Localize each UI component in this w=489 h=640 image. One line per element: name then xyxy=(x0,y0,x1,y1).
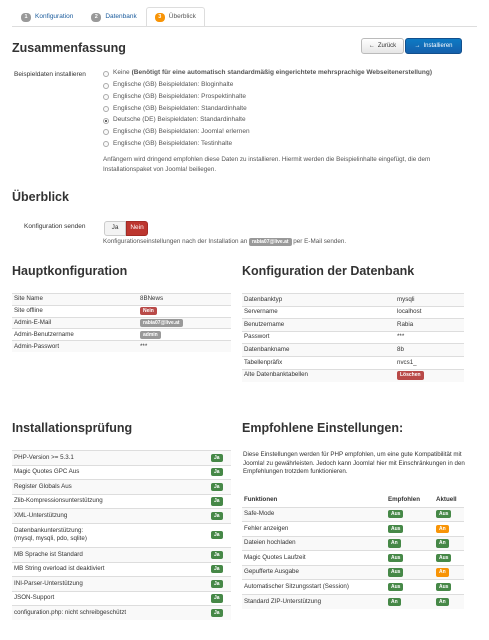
value-badge: Nein xyxy=(140,307,157,315)
sample-data-option[interactable] xyxy=(103,103,463,115)
current-badge: An xyxy=(436,598,449,606)
check-row xyxy=(12,465,231,480)
option-label: Deutsche (DE) Beispieldaten: Standardinhalte xyxy=(113,116,246,124)
status-badge: Ja xyxy=(211,580,223,588)
current-badge: An xyxy=(436,539,449,547)
check-label-cell xyxy=(12,465,209,480)
tab-divider xyxy=(12,26,477,27)
table-row xyxy=(242,294,464,307)
option-note: (Benötigt für eine automatisch standardmäßig eingerichtete mehrsprachige Webseitenerstellung) xyxy=(131,69,433,77)
radio-button[interactable] xyxy=(103,106,109,112)
recommended-cell xyxy=(386,536,434,551)
row-value: *** xyxy=(140,342,148,350)
radio-button[interactable] xyxy=(103,129,109,135)
note-text: Konfigurationseinstellungen nach der Installation an xyxy=(103,238,248,245)
sample-data-option[interactable] xyxy=(103,91,463,103)
table-row xyxy=(242,306,464,319)
table-row xyxy=(12,305,231,317)
check-sublabel: (mysql, mysqli, pdo, sqlite) xyxy=(14,535,87,543)
check-value-cell xyxy=(209,577,231,592)
status-badge: Ja xyxy=(211,551,223,559)
table-row xyxy=(242,369,464,382)
check-value-cell xyxy=(209,562,231,577)
current-badge: Aus xyxy=(436,583,451,591)
setting-row xyxy=(242,551,464,566)
column-header: Aktuell xyxy=(436,496,457,504)
row-value-cell xyxy=(395,294,464,307)
table-row xyxy=(242,331,464,344)
check-label-cell xyxy=(12,591,209,606)
radio-button[interactable] xyxy=(103,118,109,124)
setting-row xyxy=(242,536,464,551)
sample-data-option[interactable] xyxy=(103,126,463,138)
setting-label: Gepufferte Ausgabe xyxy=(242,565,386,580)
row-value-cell xyxy=(138,341,231,353)
back-button[interactable] xyxy=(361,38,404,54)
sample-data-label: Beispieldaten installieren xyxy=(14,71,86,78)
table-row xyxy=(242,319,464,332)
step-number: 2 xyxy=(91,13,101,22)
recommended-title: Empfohlene Einstellungen: xyxy=(242,421,404,435)
send-config-toggle xyxy=(104,221,148,236)
tab-konfiguration[interactable] xyxy=(12,7,82,26)
install-label: Installieren xyxy=(423,42,453,49)
current-cell xyxy=(434,565,464,580)
back-label: Zurück xyxy=(377,42,397,49)
sample-data-option[interactable] xyxy=(103,115,463,127)
row-value: Rabia xyxy=(397,320,414,328)
row-value: 8b xyxy=(397,345,404,353)
summary-title: Zusammenfassung xyxy=(12,41,126,55)
check-row xyxy=(12,494,231,509)
option-label: Englische (GB) Beispieldaten: Joomla! erlernen xyxy=(113,127,250,135)
row-label: Datenbanktyp xyxy=(242,294,395,307)
check-label-cell xyxy=(12,509,209,524)
check-row xyxy=(12,562,231,577)
db-config-table xyxy=(242,293,464,382)
table-row xyxy=(242,356,464,369)
column-header: Empfohlen xyxy=(388,496,420,504)
status-badge: Ja xyxy=(211,609,223,617)
tab-label: Überblick xyxy=(168,12,196,20)
table-row xyxy=(12,294,231,306)
no-button[interactable]: Nein xyxy=(126,221,148,236)
row-label: Passwort xyxy=(242,331,395,344)
arrow-right-icon: → xyxy=(414,42,421,49)
row-label: Admin-E-Mail xyxy=(12,317,138,329)
check-label: XML-Unterstützung xyxy=(14,511,68,519)
status-badge: Ja xyxy=(211,565,223,573)
row-label: Site offline xyxy=(12,305,138,317)
row-label: Benutzername xyxy=(242,319,395,332)
main-config-title: Hauptkonfiguration xyxy=(12,264,128,278)
sample-data-note: Anfängern wird dringend empfohlen diese Daten zu installieren. Hiermit werden die Beispielinhalte eingefügt, die dem Installationspaket von Joomla! beiliegen. xyxy=(103,156,431,173)
option-label: Keine xyxy=(113,69,130,77)
check-label: PHP-Version >= 5.3.1 xyxy=(14,453,74,461)
option-label: Englische (GB) Beispieldaten: Bloginhalte xyxy=(113,81,234,89)
check-label: configuration.php: nicht schreibgeschützt xyxy=(14,609,127,617)
status-badge: Ja xyxy=(211,497,223,505)
tab-label: Konfiguration xyxy=(35,12,74,20)
check-label: Zlib-Kompressionsunterstützung xyxy=(14,497,103,505)
radio-button[interactable] xyxy=(103,94,109,100)
install-check-table xyxy=(12,450,231,620)
check-value-cell xyxy=(209,494,231,509)
check-label: MB String overload ist deaktiviert xyxy=(14,565,105,573)
row-value-cell xyxy=(395,331,464,344)
check-label: Datenbankunterstützung: xyxy=(14,526,84,534)
current-cell xyxy=(434,536,464,551)
setting-row xyxy=(242,565,464,580)
recommended-cell xyxy=(386,580,434,595)
current-cell xyxy=(434,522,464,537)
row-value-cell xyxy=(395,344,464,357)
yes-button[interactable]: Ja xyxy=(104,221,126,236)
status-badge: Ja xyxy=(211,531,223,539)
current-badge: An xyxy=(436,525,449,533)
email-badge: rabia07@live.at xyxy=(249,238,292,246)
recommended-badge: An xyxy=(388,598,401,606)
row-value-cell xyxy=(395,356,464,369)
check-row xyxy=(12,523,231,547)
check-value-cell xyxy=(209,465,231,480)
check-value-cell xyxy=(209,480,231,495)
setting-row xyxy=(242,522,464,537)
radio-button[interactable] xyxy=(103,141,109,147)
setting-row xyxy=(242,580,464,595)
arrow-left-icon: ← xyxy=(368,42,375,49)
row-label: Admin-Benutzername xyxy=(12,329,138,341)
check-value-cell xyxy=(209,509,231,524)
status-badge: Ja xyxy=(211,594,223,602)
option-label: Englische (GB) Beispieldaten: Prospektinhalte xyxy=(113,92,246,100)
value-badge: admin xyxy=(140,331,161,339)
table-row xyxy=(12,329,231,341)
check-value-cell xyxy=(209,523,231,547)
radio-button[interactable] xyxy=(103,71,109,77)
status-badge: Ja xyxy=(211,512,223,520)
check-label-cell xyxy=(12,606,209,621)
check-row xyxy=(12,451,231,466)
install-check-title: Installationsprüfung xyxy=(12,421,133,435)
row-value-cell xyxy=(138,294,231,306)
setting-row xyxy=(242,595,464,610)
row-value: *** xyxy=(397,333,405,341)
current-cell xyxy=(434,551,464,566)
recommended-badge: Aus xyxy=(388,568,403,576)
note-text: per E-Mail senden. xyxy=(293,238,347,245)
recommended-cell xyxy=(386,595,434,610)
recommended-cell xyxy=(386,551,434,566)
check-row xyxy=(12,591,231,606)
check-row xyxy=(12,509,231,524)
check-value-cell xyxy=(209,606,231,621)
current-badge: Aus xyxy=(436,510,451,518)
table-header-row xyxy=(242,494,464,507)
current-cell xyxy=(434,595,464,610)
value-badge: Löschen xyxy=(397,371,424,379)
value-badge: rabia07@live.at xyxy=(140,319,183,327)
row-label: Admin-Passwort xyxy=(12,341,138,353)
send-config-note xyxy=(103,238,346,247)
row-value-cell xyxy=(395,306,464,319)
table-row xyxy=(242,344,464,357)
option-label: Englische (GB) Beispieldaten: Testinhalte xyxy=(113,139,233,147)
row-value: nvcs1_ xyxy=(397,358,417,366)
row-label: Servername xyxy=(242,306,395,319)
radio-button[interactable] xyxy=(103,83,109,89)
current-cell xyxy=(434,507,464,522)
check-label: JSON-Support xyxy=(14,594,55,602)
check-row xyxy=(12,577,231,592)
setting-label: Standard ZIP-Unterstützung xyxy=(242,595,386,610)
row-value-cell xyxy=(138,329,231,341)
row-label: Site Name xyxy=(12,294,138,306)
step-number: 3 xyxy=(155,13,165,22)
status-badge: Ja xyxy=(211,454,223,462)
recommended-note: Diese Einstellungen werden für PHP empfohlen, um eine gute Kompatibilität mit Joomla! zu gewährleisten. Jedoch kann Joomla! hier mit Einschränkungen in den Empfehlungen trotzdem funktionieren. xyxy=(243,451,465,476)
table-row xyxy=(12,317,231,329)
row-value: 8BNews xyxy=(140,295,164,303)
setting-label: Automatischer Sitzungsstart (Session) xyxy=(242,580,386,595)
sample-data-option[interactable] xyxy=(103,138,463,150)
setting-label: Magic Quotes Laufzeit xyxy=(242,551,386,566)
tab-datenbank[interactable] xyxy=(82,7,145,26)
current-badge: Aus xyxy=(436,554,451,562)
check-label-cell xyxy=(12,577,209,592)
check-row xyxy=(12,547,231,562)
setting-row xyxy=(242,507,464,522)
row-label: Alte Datenbanktabellen xyxy=(242,369,395,382)
check-label-cell xyxy=(12,451,209,466)
current-badge: An xyxy=(436,568,449,576)
check-label: Register Globals Aus xyxy=(14,482,72,490)
table-row xyxy=(12,341,231,353)
row-value-cell xyxy=(395,369,464,382)
sample-data-option[interactable] xyxy=(103,80,463,92)
row-value-cell xyxy=(138,305,231,317)
check-label: MB Sprache ist Standard xyxy=(14,550,83,558)
install-button[interactable] xyxy=(405,38,462,54)
check-value-cell xyxy=(209,591,231,606)
check-label-cell xyxy=(12,523,209,547)
row-label: Tabellenpräfix xyxy=(242,356,395,369)
column-header: Funktionen xyxy=(244,496,278,504)
status-badge: Ja xyxy=(211,468,223,476)
recommended-badge: Aus xyxy=(388,525,403,533)
tab-ueberblick[interactable] xyxy=(146,7,205,26)
check-row xyxy=(12,480,231,495)
step-number: 1 xyxy=(21,13,31,22)
overview-title: Überblick xyxy=(12,190,69,204)
check-label-cell xyxy=(12,562,209,577)
check-label: INI-Parser-Unterstützung xyxy=(14,579,83,587)
setting-label: Safe-Mode xyxy=(242,507,386,522)
recommended-badge: Aus xyxy=(388,583,403,591)
tab-label: Datenbank xyxy=(105,12,137,20)
main-config-table xyxy=(12,293,231,352)
row-value-cell xyxy=(395,319,464,332)
wizard-tabs xyxy=(12,7,205,26)
status-badge: Ja xyxy=(211,483,223,491)
check-label-cell xyxy=(12,547,209,562)
sample-data-options xyxy=(103,68,463,150)
recommended-table xyxy=(242,494,464,609)
recommended-badge: Aus xyxy=(388,510,403,518)
check-value-cell xyxy=(209,547,231,562)
setting-label: Dateien hochladen xyxy=(242,536,386,551)
row-value-cell xyxy=(138,317,231,329)
recommended-cell xyxy=(386,565,434,580)
recommended-badge: Aus xyxy=(388,554,403,562)
check-row xyxy=(12,606,231,621)
sample-data-option[interactable] xyxy=(103,68,463,80)
check-label: Magic Quotes GPC Aus xyxy=(14,468,80,476)
db-config-title: Konfiguration der Datenbank xyxy=(242,264,415,278)
recommended-badge: An xyxy=(388,539,401,547)
check-label-cell xyxy=(12,494,209,509)
row-label: Datenbankname xyxy=(242,344,395,357)
option-label: Englische (GB) Beispieldaten: Standardinhalte xyxy=(113,104,247,112)
setting-label: Fehler anzeigen xyxy=(242,522,386,537)
check-value-cell xyxy=(209,451,231,466)
recommended-cell xyxy=(386,507,434,522)
row-value: localhost xyxy=(397,308,422,316)
current-cell xyxy=(434,580,464,595)
row-value: mysqli xyxy=(397,295,415,303)
check-label-cell xyxy=(12,480,209,495)
recommended-cell xyxy=(386,522,434,537)
send-config-label: Konfiguration senden xyxy=(24,223,86,230)
